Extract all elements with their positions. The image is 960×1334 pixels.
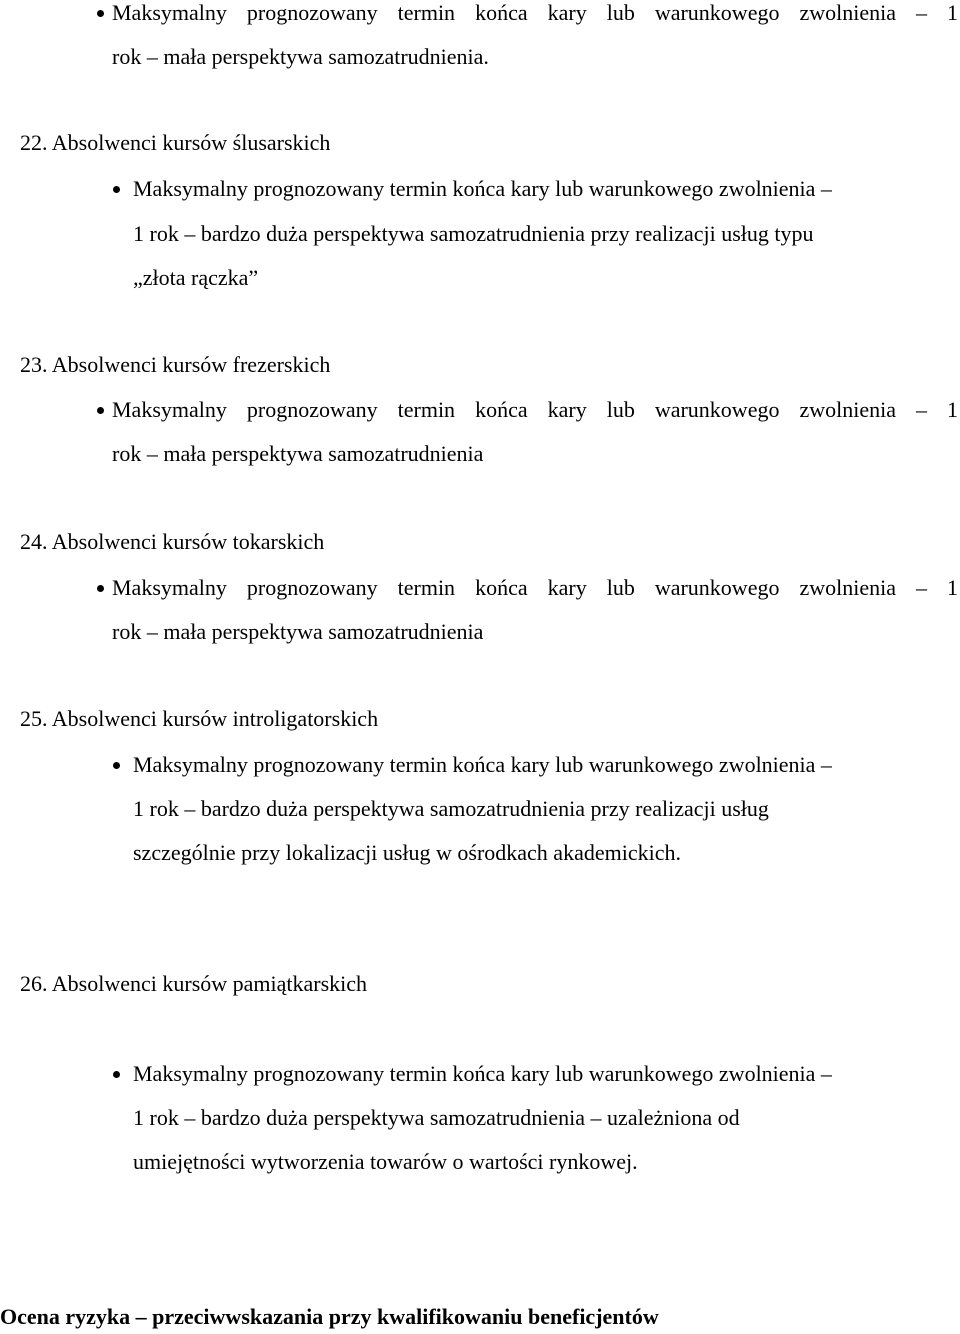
item-text-line: rok – mała perspektywa samozatrudnienia — [112, 619, 484, 644]
bullet-icon — [97, 10, 104, 17]
item-text-line: 1 rok – bardzo duża perspektywa samozatrudnienia przy realizacji usług typu — [133, 221, 814, 246]
section-heading: 26. Absolwenci kursów pamiątkarskich — [20, 971, 368, 996]
bullet-icon — [113, 1071, 120, 1078]
bullet-icon — [97, 407, 104, 414]
item-text-line: 1 rok – bardzo duża perspektywa samozatrudnienia – uzależniona od — [133, 1105, 740, 1130]
section-heading: 22. Absolwenci kursów ślusarskich — [20, 130, 331, 155]
section-heading: 25. Absolwenci kursów introligatorskich — [20, 706, 379, 731]
section-heading: 23. Absolwenci kursów frezerskich — [20, 352, 331, 377]
item-text-line: Maksymalny prognozowany termin końca kary lub warunkowego zwolnienia – 1 — [112, 397, 958, 422]
item-text-line: 1 rok – bardzo duża perspektywa samozatrudnienia przy realizacji usług — [133, 796, 769, 821]
item-text-line: rok – mała perspektywa samozatrudnienia — [112, 441, 484, 466]
item-text-line: Maksymalny prognozowany termin końca kary lub warunkowego zwolnienia – 1 — [112, 0, 958, 25]
item-text-line: Maksymalny prognozowany termin końca kary lub warunkowego zwolnienia – — [133, 752, 832, 777]
item-text-line: rok – mała perspektywa samozatrudnienia. — [112, 44, 489, 69]
bullet-icon — [97, 585, 104, 592]
item-text-line: Maksymalny prognozowany termin końca kary lub warunkowego zwolnienia – 1 — [112, 575, 958, 600]
bullet-icon — [113, 186, 120, 193]
risk-assessment-heading: Ocena ryzyka – przeciwwskazania przy kwalifikowaniu beneficjentów — [0, 1304, 659, 1329]
item-text-line: „złota rączka” — [133, 265, 259, 290]
bullet-icon — [113, 762, 120, 769]
item-text-line: Maksymalny prognozowany termin końca kary lub warunkowego zwolnienia – — [133, 176, 832, 201]
item-text-line: Maksymalny prognozowany termin końca kary lub warunkowego zwolnienia – — [133, 1061, 832, 1086]
item-text-line: szczególnie przy lokalizacji usług w ośrodkach akademickich. — [133, 840, 681, 865]
section-heading: 24. Absolwenci kursów tokarskich — [20, 529, 325, 554]
item-text-line: umiejętności wytworzenia towarów o wartości rynkowej. — [133, 1149, 638, 1174]
